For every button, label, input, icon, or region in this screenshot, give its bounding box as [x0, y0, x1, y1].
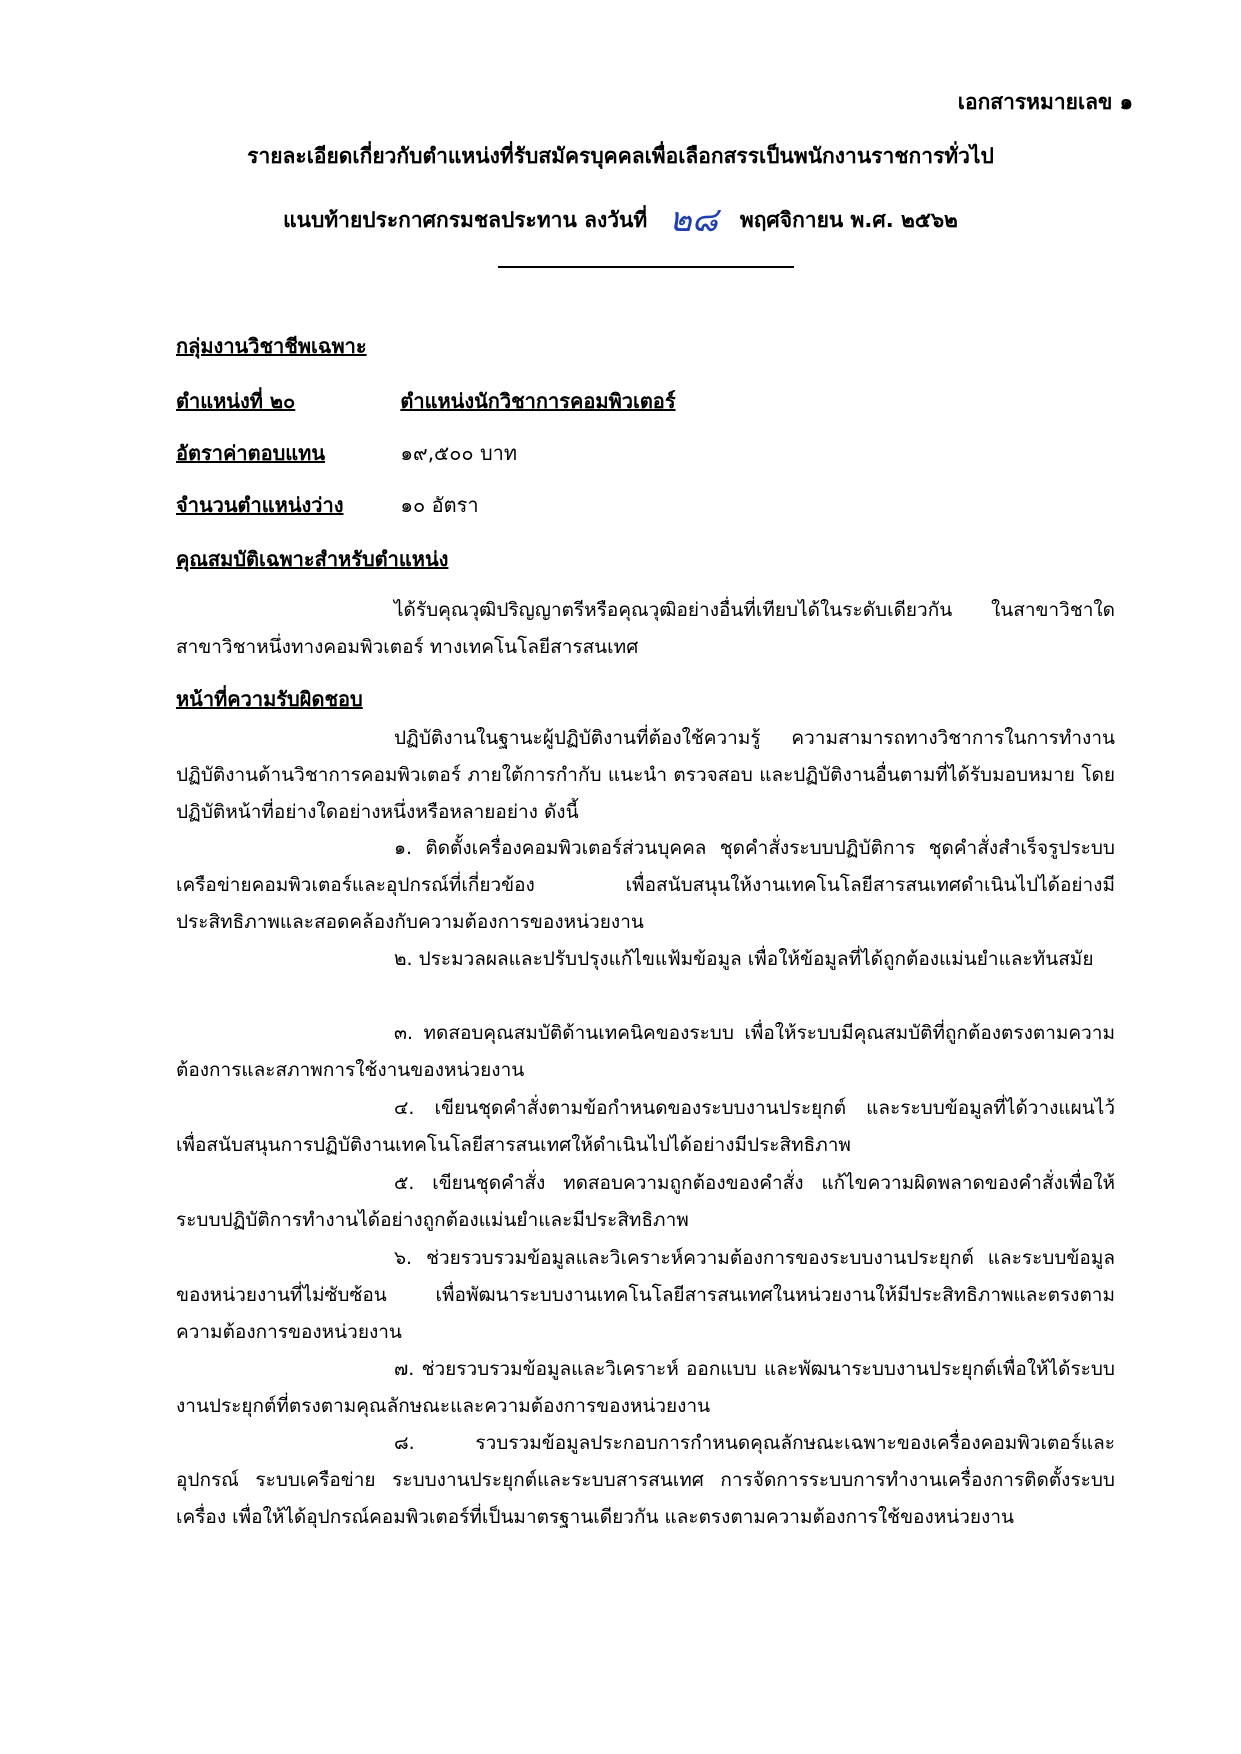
- duty-item: ๕. เขียนชุดคำสั่ง ทดสอบความถูกต้องของคำสั่ง แก้ไขความผิดพลาดของคำสั่งเพื่อให้ระบบปฏิบัติการทำงานได้อย่างถูกต้องแม่นยำและมีประสิทธิภาพ: [176, 1172, 1115, 1231]
- duties-heading: หน้าที่ความรับผิดชอบ: [176, 687, 363, 711]
- position-value: ตำแหน่งนักวิชาการคอมพิวเตอร์: [400, 389, 676, 413]
- duty-item: ๖. ช่วยรวบรวมข้อมูลและวิเคราะห์ความต้องการของระบบงานประยุกต์ และระบบข้อมูลของหน่วยงานที่ไม่ซับซ้อน เพื่อพัฒนาระบบงานเทคโนโลยีสารสนเทศในหน่วยงานให้มีประสิทธิภาพและตรงตามความต้องการของหน่วยงาน: [176, 1247, 1115, 1343]
- duty-item: ๓. ทดสอบคุณสมบัติด้านเทคนิคของระบบ เพื่อให้ระบบมีคุณสมบัติที่ถูกต้องตรงตามความต้องการและสภาพการใช้งานของหน่วยงาน: [176, 1022, 1115, 1081]
- vacancies-value: ๑๐ อัตรา: [400, 493, 479, 517]
- qualifications-heading: คุณสมบัติเฉพาะสำหรับตำแหน่ง: [176, 547, 449, 571]
- duty-item: ๒. ประมวลผลและปรับปรุงแก้ไขแฟ้มข้อมูล เพื่อให้ข้อมูลที่ได้ถูกต้องแม่นยำและทันสมัย: [394, 948, 1094, 970]
- duty-item: ๗. ช่วยรวบรวมข้อมูลและวิเคราะห์ ออกแบบ และพัฒนาระบบงานประยุกต์เพื่อให้ได้ระบบงานประยุกต์ที่ตรงตามคุณลักษณะและความต้องการของหน่วยงาน: [176, 1358, 1115, 1417]
- salary-value: ๑๙,๕๐๐ บาท: [400, 441, 518, 465]
- position-label: ตำแหน่งที่ ๒๐: [176, 389, 296, 413]
- document-title: รายละเอียดเกี่ยวกับตำแหน่งที่รับสมัครบุคคลเพื่อเลือกสรรเป็นพนักงานราชการทั่วไป: [247, 144, 994, 168]
- salary-label: อัตราค่าตอบแทน: [176, 441, 326, 465]
- handwritten-day: ๒๘: [669, 200, 718, 240]
- title-divider: [498, 266, 794, 268]
- document-subtitle: [0, 192, 1241, 246]
- duty-item: ๑. ติดตั้งเครื่องคอมพิวเตอร์ส่วนบุคคล ชุดคำสั่งระบบปฏิบัติการ ชุดคำสั่งสำเร็จรูประบบเครือข่ายคอมพิวเตอร์และอุปกรณ์ที่เกี่ยวข้อง เพื่อสนับสนุนให้งานเทคโนโลยีสารสนเทศดำเนินไปได้อย่างมีประสิทธิภาพและสอดคล้องกับความต้องการของหน่วยงาน: [176, 837, 1115, 933]
- document-number: เอกสารหมายเลข ๑: [957, 90, 1133, 114]
- duties-intro: ปฏิบัติงานในฐานะผู้ปฏิบัติงานที่ต้องใช้ความรู้ ความสามารถทางวิชาการในการทำงาน ปฏิบัติงานด้านวิชาการคอมพิวเตอร์ ภายใต้การกำกับ แนะนำ ตรวจสอบ และปฏิบัติงานอื่นตามที่ได้รับมอบหมาย โดยปฏิบัติหน้าที่อย่างใดอย่างหนึ่งหรือหลายอย่าง ดังนี้: [176, 727, 1115, 823]
- position-row: [176, 385, 676, 417]
- group-heading: กลุ่มงานวิชาชีพเฉพาะ: [176, 334, 367, 358]
- vacancies-row: [176, 489, 479, 521]
- qualifications-text: ได้รับคุณวุฒิปริญญาตรีหรือคุณวุฒิอย่างอื่นที่เทียบได้ในระดับเดียวกัน ในสาขาวิชาใดสาขาวิชาหนึ่งทางคอมพิวเตอร์ ทางเทคโนโลยีสารสนเทศ: [176, 599, 1115, 658]
- subtitle-suffix: พฤศจิกายน พ.ศ. ๒๕๖๒: [739, 208, 958, 232]
- salary-row: [176, 437, 517, 469]
- vacancies-label: จำนวนตำแหน่งว่าง: [176, 493, 344, 517]
- subtitle-prefix: แนบท้ายประกาศกรมชลประทาน ลงวันที่: [283, 208, 648, 232]
- duty-item: ๘. รวบรวมข้อมูลประกอบการกำหนดคุณลักษณะเฉพาะของเครื่องคอมพิวเตอร์และอุปกรณ์ ระบบเครือข่าย ระบบงานประยุกต์และระบบสารสนเทศ การจัดการระบบการทำงานเครื่องการติดตั้งระบบเครื่อง เพื่อให้ได้อุปกรณ์คอมพิวเตอร์ที่เป็นมาตรฐานเดียวกัน และตรงตามความต้องการใช้ของหน่วยงาน: [176, 1432, 1115, 1528]
- duty-item: ๔. เขียนชุดคำสั่งตามข้อกำหนดของระบบงานประยุกต์ และระบบข้อมูลที่ได้วางแผนไว้ เพื่อสนับสนุนการปฏิบัติงานเทคโนโลยีสารสนเทศให้ดำเนินไปได้อย่างมีประสิทธิภาพ: [176, 1097, 1115, 1156]
